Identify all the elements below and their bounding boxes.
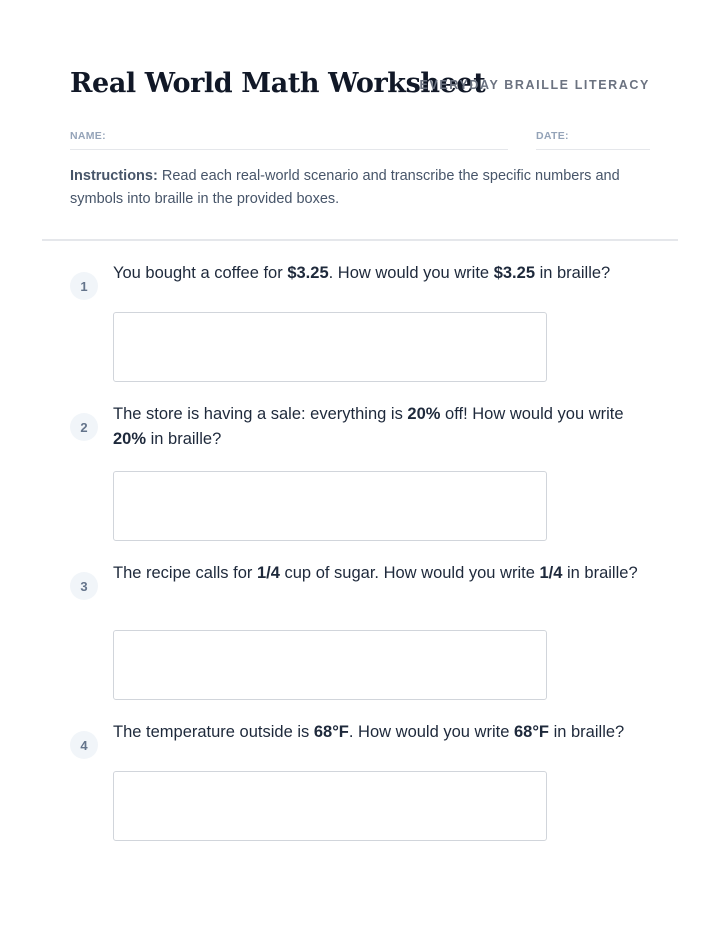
question-text: The recipe calls for 1/4 cup of sugar. How would you write 1/4 in braille? xyxy=(113,564,638,582)
question-number-badge: 1 xyxy=(70,272,98,300)
name-label: NAME: xyxy=(70,130,106,142)
instructions-text: Read each real-world scenario and transcribe the specific numbers and symbols into braille in the provided boxes. xyxy=(70,168,620,207)
question-text: The temperature outside is 68°F. How would you write 68°F in braille? xyxy=(113,723,625,741)
worksheet-header xyxy=(70,68,650,108)
question-number-badge: 4 xyxy=(70,731,98,759)
date-field[interactable] xyxy=(536,149,650,150)
answer-box[interactable] xyxy=(113,630,547,700)
answer-box[interactable] xyxy=(113,312,547,382)
page-subtitle: EVERYDAY BRAILLE LITERACY xyxy=(419,78,650,92)
answer-box[interactable] xyxy=(113,771,547,841)
name-field[interactable] xyxy=(70,149,508,150)
answer-box[interactable] xyxy=(113,471,547,541)
question-text: You bought a coffee for $3.25. How would you write $3.25 in braille? xyxy=(113,264,611,282)
date-label: DATE: xyxy=(536,130,569,142)
instructions-label: Instructions: xyxy=(70,168,158,184)
page-title: Real World Math Worksheet xyxy=(70,68,486,99)
question-number-badge: 2 xyxy=(70,413,98,441)
instructions xyxy=(70,165,660,211)
question-number-badge: 3 xyxy=(70,572,98,600)
section-divider xyxy=(42,239,678,241)
question-text: The store is having a sale: everything is 20% off! How would you write 20% in braille? xyxy=(113,405,624,448)
